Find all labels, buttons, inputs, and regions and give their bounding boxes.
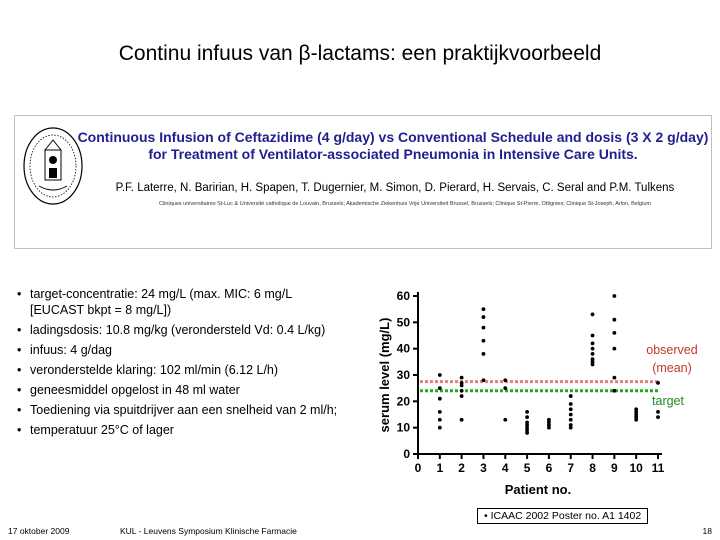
slide-title: Continu infuus van β-lactams: een praktijkvoorbeeld [118,42,602,65]
y-tick-label: 30 [396,368,410,382]
data-point [569,402,573,406]
data-point [438,397,442,401]
data-point [525,410,529,414]
data-point [482,378,486,382]
scatter-chart [370,280,720,500]
bullet-item: • veronderstelde klaring: 102 ml/min (6.12 L/h) [16,362,346,378]
bullet-item: • target-concentratie: 24 mg/L (max. MIC: 6 mg/L [EUCAST bkpt = 8 mg/L]) [16,286,346,318]
data-point [438,418,442,422]
data-point [482,339,486,343]
x-tick-label: 1 [436,461,444,475]
x-tick-label: 4 [501,461,509,475]
poster-title: Continuous Infusion of Ceftazidime (4 g/day) vs Conventional Schedule and dosis (3 X 2 g/day) for Treatment of Ventilator-associated Pneumonia in Intensive Care Units. [77,129,709,162]
annotation-label: target [652,394,684,408]
data-point [612,347,616,351]
data-point [503,418,507,422]
data-point [591,347,595,351]
x-tick-label: 10 [629,461,643,475]
y-tick-label: 60 [396,289,410,303]
data-point [591,363,595,367]
data-point [482,352,486,356]
data-point [591,352,595,356]
data-point [569,407,573,411]
data-point [634,418,638,422]
data-point [503,386,507,390]
bullet-item: • temperatuur 25°C of lager [16,422,346,438]
data-point [612,318,616,322]
data-point [438,426,442,430]
data-point [438,386,442,390]
poster-affiliations: Cliniques universitaires St-Luc & Université catholique de Louvain, Brussels; Akademische Ziekenhuis Vrije Universiteit Brussel, Brussels; Clinique St-Pierre, Ottignies; Clinique St-Joseph, Arlon, Belgium [159,201,651,207]
data-point [460,418,464,422]
annotation-label: observed [646,343,698,357]
y-tick-label: 0 [403,447,410,461]
data-point [656,381,660,385]
reference-box: • ICAAC 2002 Poster no. A1 1402 [477,508,648,524]
data-point [569,426,573,430]
x-tick-label: 2 [458,461,465,475]
footer-center-text: KUL - Leuvens Symposium Klinische Farmacie [120,526,297,536]
poster-header-panel [14,115,712,249]
data-point [612,294,616,298]
chart-svg [370,280,720,500]
x-tick-label: 11 [651,461,665,475]
x-axis-label: Patient no. [504,482,572,497]
data-point [612,376,616,380]
data-point [591,342,595,346]
poster-authors: P.F. Laterre, N. Baririan, H. Spapen, T. Dugernier, M. Simon, D. Pierard, H. Servais, C. Seral and P.M. Tulkens [115,182,675,194]
x-tick-label: 5 [523,461,531,475]
y-axis-label: serum level (mg/L) [377,317,392,433]
y-tick-label: 10 [396,420,410,435]
data-point [438,373,442,377]
data-point [612,331,616,335]
data-point [569,413,573,417]
data-point [525,431,529,435]
data-point [503,378,507,382]
y-tick-label: 40 [396,341,410,356]
data-point [591,313,595,317]
data-point [612,389,616,393]
data-point [656,410,660,414]
data-point [460,394,464,398]
data-point [482,326,486,330]
x-tick-label: 9 [611,461,618,475]
y-tick-label: 50 [396,315,410,330]
data-point [460,389,464,393]
x-tick-label: 6 [545,461,553,475]
bullet-item: • infuus: 4 g/dag [16,342,346,358]
x-tick-label: 3 [480,461,487,475]
bullet-item: • geneesmiddel opgelost in 48 ml water [16,382,346,398]
data-point [547,426,551,430]
bullet-list [16,286,346,442]
data-point [525,415,529,419]
data-point [569,418,573,422]
data-point [482,315,486,319]
y-tick-label: 20 [396,394,410,409]
x-tick-label: 8 [589,461,596,475]
annotation-label: (mean) [652,361,692,375]
x-tick-label: 0 [414,461,422,475]
bullet-item: • Toediening via spuitdrijver aan een snelheid van 2 ml/h; [16,402,346,418]
x-tick-label: 7 [567,461,575,475]
footer-date: 17 oktober 2009 [8,526,70,536]
data-point [656,415,660,419]
data-point [460,384,464,388]
bullet-item: • ladingsdosis: 10.8 mg/kg (verondersteld Vd: 0.4 L/kg) [16,322,346,338]
data-point [482,307,486,311]
data-point [438,410,442,414]
data-point [569,394,573,398]
page-number: 18 [702,526,712,536]
data-point [460,376,464,380]
data-point [591,334,595,338]
